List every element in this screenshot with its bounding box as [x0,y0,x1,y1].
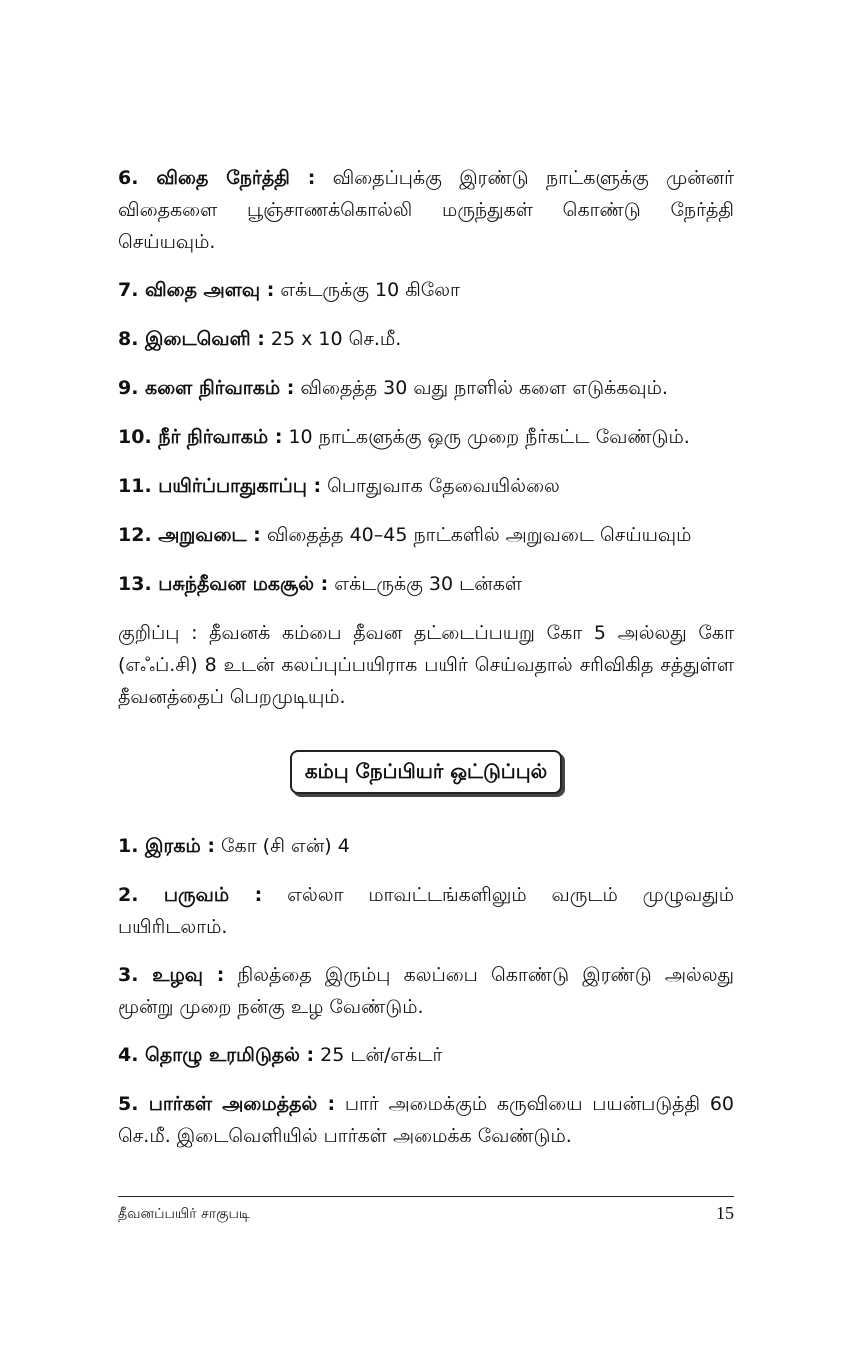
item-text: 25 டன்/எக்டர் [314,1044,443,1066]
item-weed-management [118,372,734,404]
item-plant-protection [118,470,734,502]
item-variety [118,830,734,862]
item-text: கோ (சி என்) 4 [215,835,350,857]
item-text: எக்டருக்கு 10 கிலோ [274,279,460,301]
item-label: 9. களை நிர்வாகம் : [118,377,295,399]
item-text: 10 நாட்களுக்கு ஒரு முறை நீர்கட்ட வேண்டும். [282,426,690,448]
note-paragraph [118,617,734,713]
item-water-management [118,421,734,453]
item-text: விதைத்த 40–45 நாட்களில் அறுவடை செய்யவும் [260,524,692,546]
item-label: 1. இரகம் : [118,835,216,857]
item-text: விதைப்புக்கு இரண்டு நாட்களுக்கு முன்னர் விதைகளை பூஞ்சாணக்கொல்லி மருந்துகள் கொண்டு நேர்த்தி செய்யவும். [118,167,735,253]
item-ploughing [118,959,734,1023]
item-seed-rate [118,274,734,306]
item-spacing [118,323,734,355]
item-label: 2. பருவம் : [118,884,263,906]
item-text: எல்லா மாவட்டங்களிலும் வருடம் முழுவதும் பயிரிடலாம். [118,884,734,938]
page-number: 15 [716,1203,734,1223]
item-harvest [118,519,734,551]
item-seed-treatment [118,162,734,258]
item-label: 13. பசுந்தீவன மகசூல் : [118,573,329,595]
footer-divider [118,1196,734,1197]
item-label: 8. இடைவெளி : [118,328,265,350]
item-text: நிலத்தை இரும்பு கலப்பை கொண்டு இரண்டு அல்லது மூன்று முறை நன்கு உழ வேண்டும். [118,964,734,1018]
item-label: 3. உழவு : [118,964,225,986]
item-label: 7. விதை அளவு : [118,279,275,301]
item-label: 5. பார்கள் அமைத்தல் : [118,1093,336,1115]
item-manure [118,1039,734,1071]
item-season [118,879,734,943]
item-label: 4. தொழு உரமிடுதல் : [118,1044,315,1066]
item-text: பார் அமைக்கும் கருவியை பயன்படுத்தி 60 செ.மீ. இடைவெளியில் பார்கள் அமைக்க வேண்டும். [118,1093,734,1147]
footer-book-title: தீவனப்பயிர் சாகுபடி [118,1206,251,1222]
note-text: குறிப்பு : தீவனக் கம்பை தீவன தட்டைப்பயறு கோ 5 அல்லது கோ (எஃப்.சி) 8 உடன் கலப்புப்பயிராக பயிர் செய்வதால் சரிவிகித சத்துள்ள தீவனத்தைப் பெறமுடியும். [118,622,734,708]
document-page [118,0,734,1348]
item-text: 25 x 10 செ.மீ. [264,328,402,350]
item-label: 11. பயிர்ப்பாதுகாப்பு : [118,475,322,497]
item-text: பொதுவாக தேவையில்லை [321,475,560,497]
item-text: எக்டருக்கு 30 டன்கள் [328,573,522,595]
item-label: 6. விதை நேர்த்தி : [118,167,316,189]
item-text: விதைத்த 30 வது நாளில் களை எடுக்கவும். [294,377,668,399]
item-ridges [118,1088,734,1152]
item-label: 12. அறுவடை : [118,524,261,546]
item-green-fodder-yield [118,568,734,600]
section-heading: கம்பு நேப்பியர் ஒட்டுப்புல் [290,750,562,794]
item-label: 10. நீர் நிர்வாகம் : [118,426,283,448]
